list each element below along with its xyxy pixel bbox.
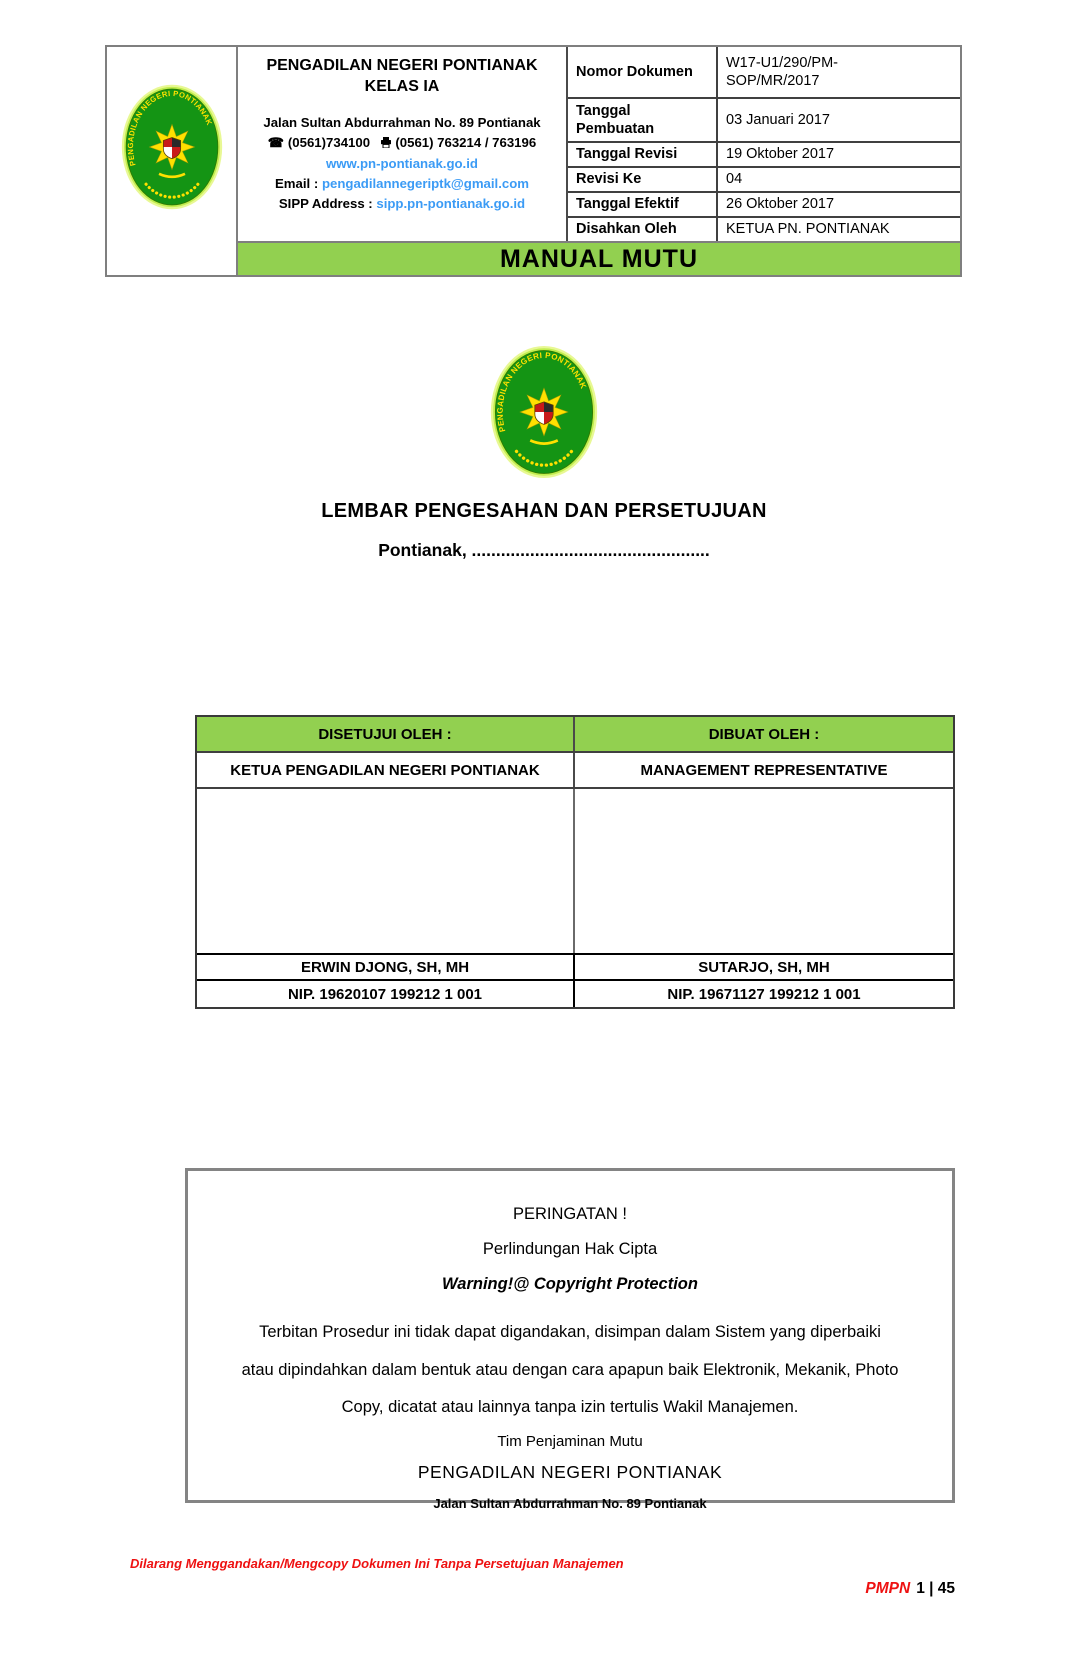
court-seal-icon (120, 83, 224, 211)
meta-value: 19 Oktober 2017 (718, 143, 960, 168)
court-email-line (238, 174, 566, 194)
page-number (865, 1580, 955, 1598)
header-logo-cell (107, 47, 238, 275)
document-header-table (105, 45, 962, 277)
approved-by-header: DISETUJUI OLEH : (197, 717, 575, 751)
meta-label: Tanggal Pembuatan (568, 99, 718, 143)
meta-value: W17-U1/290/PM-SOP/MR/2017 (718, 47, 960, 99)
page-indicator: 1 | 45 (916, 1580, 955, 1597)
court-name-line2: KELAS IA (364, 77, 440, 95)
court-sipp-line (238, 194, 566, 214)
meta-label: Tanggal Efektif (568, 193, 718, 218)
court-identity-cell (238, 47, 568, 241)
court-seal-icon-center (489, 344, 599, 480)
maker-role: MANAGEMENT REPRESENTATIVE (640, 761, 888, 779)
meta-label: Revisi Ke (568, 168, 718, 193)
warning-paragraph-line: atau dipindahkan dalam bentuk atau dengan cara apapun baik Elektronik, Mekanik, Photo (241, 1360, 899, 1379)
signature-space-right (575, 789, 953, 953)
signature-space-left (197, 789, 575, 953)
phone-number: (0561)734100 (287, 135, 371, 151)
warning-paragraph-line: Copy, dicatat atau lainnya tanpa izin tertulis Wakil Manajemen. (341, 1398, 799, 1417)
sipp-link[interactable]: sipp.pn-pontianak.go.id (376, 196, 526, 212)
phone-icon: ☎ (267, 135, 285, 151)
manual-mutu-banner: MANUAL MUTU (238, 243, 960, 275)
email-link[interactable]: pengadilannegeriptk@gmail.com (321, 175, 529, 191)
fax-number: (0561) 763214 / 763196 (395, 135, 537, 151)
doc-code: PMPN (865, 1580, 911, 1597)
maker-nip: NIP. 19671127 199212 1 001 (667, 985, 861, 1003)
meta-value: KETUA PN. PONTIANAK (726, 221, 890, 238)
copyright-warning-box (185, 1168, 955, 1511)
meta-label: Nomor Dokumen (568, 47, 718, 99)
page-title: LEMBAR PENGESAHAN DAN PERSETUJUAN (321, 500, 767, 522)
approval-table (195, 715, 955, 1009)
made-by-header: DIBUAT OLEH : (708, 725, 820, 743)
court-website-link[interactable]: www.pn-pontianak.go.id (326, 155, 478, 171)
meta-value: 26 Oktober 2017 (718, 193, 960, 218)
place-date-line: Pontianak, ................................................. (378, 540, 710, 560)
warning-team-line: Tim Penjaminan Mutu (497, 1432, 643, 1450)
meta-value: 03 Januari 2017 (718, 99, 960, 143)
warning-paragraph-line: Terbitan Prosedur ini tidak dapat digandakan, disimpan dalam Sistem yang diperbaiki (259, 1323, 881, 1341)
warning-court-address: Jalan Sultan Abdurrahman No. 89 Pontianak (433, 1495, 707, 1511)
meta-value: 04 (718, 168, 960, 193)
meta-label: Disahkan Oleh (568, 218, 718, 241)
email-label: Email : (275, 175, 319, 191)
approver-nip: NIP. 19620107 199212 1 001 (197, 981, 575, 1007)
sipp-label: SIPP Address : (278, 196, 373, 212)
meta-label: Tanggal Revisi (568, 143, 718, 168)
court-address: Jalan Sultan Abdurrahman No. 89 Pontianak (263, 114, 541, 130)
warning-copyright-line: Warning!@ Copyright Protection (442, 1275, 698, 1293)
fax-icon (380, 137, 392, 148)
approver-role: KETUA PENGADILAN NEGERI PONTIANAK (197, 753, 575, 787)
document-meta-table (568, 47, 960, 241)
warning-subtitle: Perlindungan Hak Cipta (482, 1240, 658, 1258)
approver-name: ERWIN DJONG, SH, MH (197, 955, 575, 979)
maker-name: SUTARJO, SH, MH (698, 958, 830, 976)
warning-title: PERINGATAN ! (513, 1205, 627, 1223)
court-phone-line (238, 133, 566, 153)
warning-court-line: PENGADILAN NEGERI PONTIANAK (417, 1461, 723, 1482)
court-name-line1: PENGADILAN NEGERI PONTIANAK (266, 57, 538, 74)
copy-prohibition-notice: Dilarang Menggandakan/Mengcopy Dokumen Ini Tanpa Persetujuan Manajemen (130, 1556, 624, 1571)
